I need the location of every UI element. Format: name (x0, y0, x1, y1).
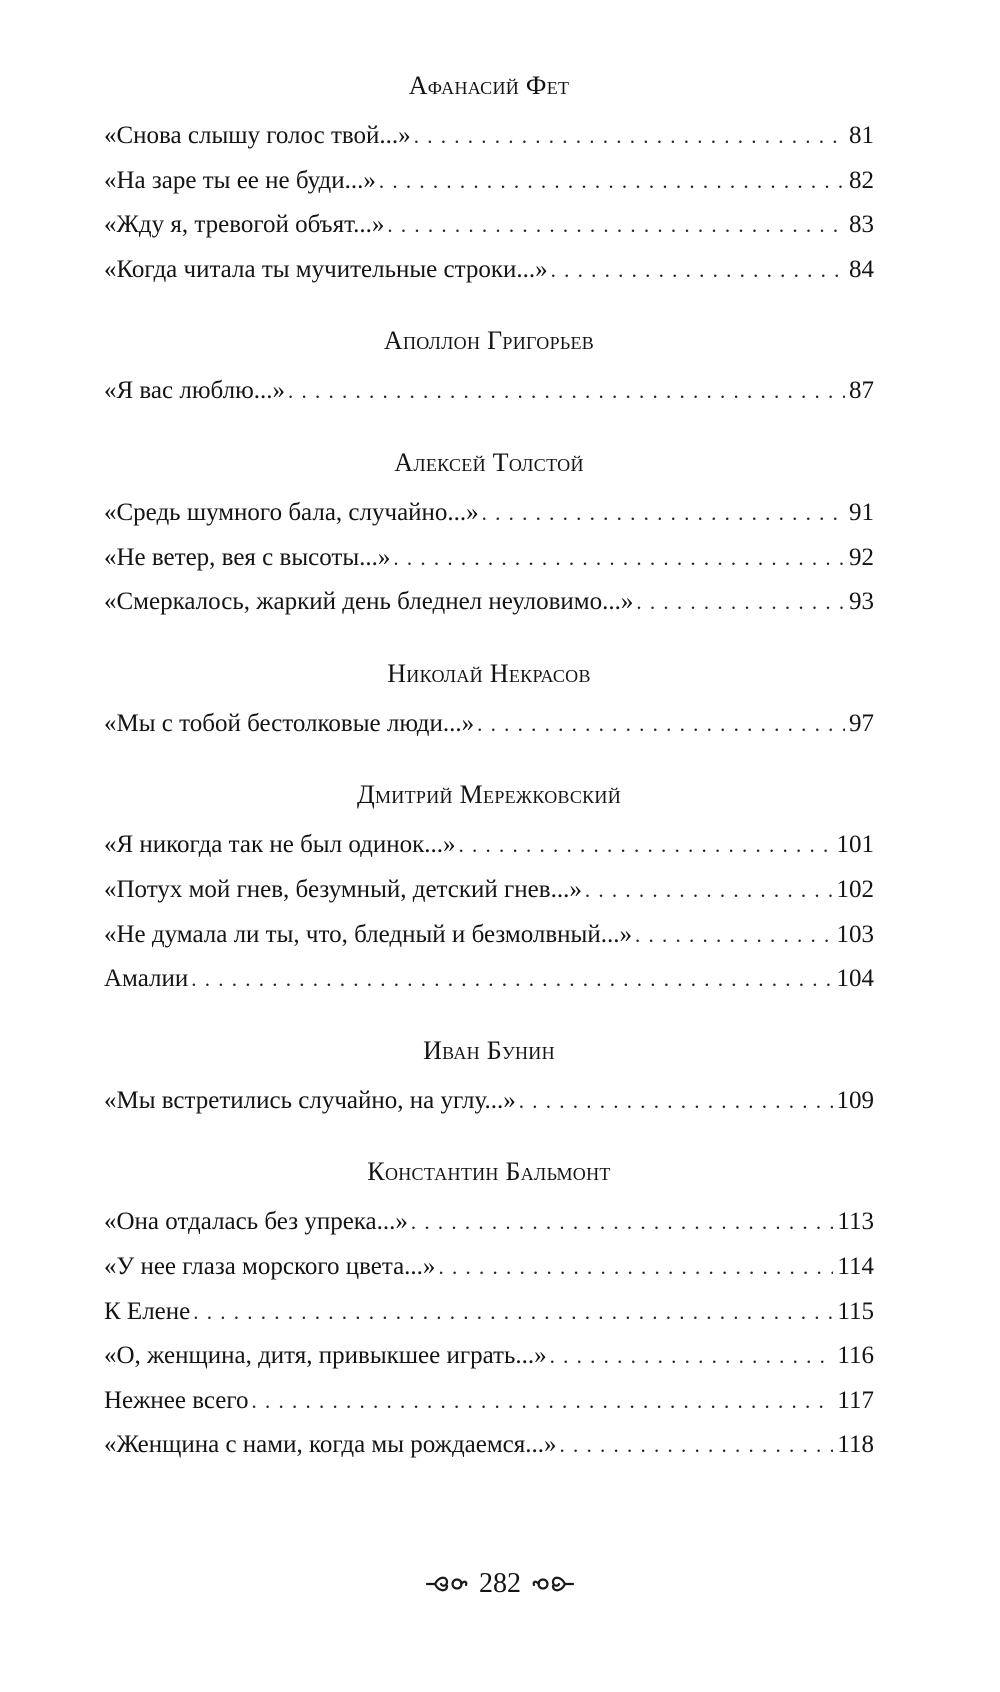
dot-leader (482, 491, 845, 536)
author-heading: Алексей Толстой (394, 447, 584, 477)
toc-entry (104, 957, 874, 1002)
author-heading: Константин Бальмонт (367, 1157, 611, 1187)
entry-page-number: 83 (849, 211, 874, 239)
dot-leader (519, 1079, 833, 1124)
toc-entry (104, 1200, 874, 1245)
dot-leader (550, 1334, 834, 1379)
toc-entry (104, 823, 874, 868)
entry-page-number: 113 (837, 1208, 874, 1236)
toc-entry (104, 159, 874, 204)
entry-page-number: 84 (849, 255, 874, 283)
toc-section (104, 656, 874, 747)
toc-section (104, 1154, 874, 1468)
entry-title: «У нее глаза морского цвета...» (104, 1252, 436, 1280)
entry-page-number: 87 (849, 377, 874, 405)
left-ornament-icon (423, 1572, 469, 1596)
entry-page-number: 104 (836, 965, 874, 993)
toc-entry (104, 1079, 874, 1124)
dot-leader (585, 868, 833, 913)
entry-title: «На заре ты ее не буди...» (104, 166, 376, 194)
entry-page-number: 101 (836, 831, 874, 859)
entry-page-number: 115 (837, 1297, 874, 1325)
right-ornament-icon (531, 1572, 577, 1596)
toc-section (104, 1033, 874, 1124)
toc-entry (104, 1290, 874, 1335)
toc-entry (104, 203, 874, 248)
toc-entry (104, 369, 874, 414)
toc-entry (104, 248, 874, 293)
entry-page-number: 97 (849, 709, 874, 737)
author-heading: Афанасий Фет (408, 71, 570, 100)
toc-entry (104, 868, 874, 913)
dot-leader (411, 1200, 834, 1245)
dot-leader (458, 823, 832, 868)
entry-page-number: 102 (836, 875, 874, 903)
dot-leader (252, 1379, 834, 1424)
dot-leader (636, 580, 845, 625)
entry-title: «Снова слышу голос твой...» (104, 122, 411, 149)
entry-title: «Мы встретились случайно, на углу...» (104, 1086, 516, 1114)
page-number: 282 (479, 1568, 521, 1599)
entry-title: Амалии (104, 965, 189, 993)
entry-title: «Смеркалось, жаркий день бледнел неуловимо...» (104, 588, 634, 616)
toc-entry (104, 114, 874, 159)
entry-page-number: 103 (836, 920, 874, 948)
entry-title: «Я вас люблю...» (104, 377, 285, 405)
entry-title: «Я никогда так не был одинок...» (104, 831, 456, 859)
entry-page-number: 92 (849, 543, 874, 571)
entry-title: «Она отдалась без упрека...» (104, 1208, 408, 1236)
entry-page-number: 82 (849, 166, 874, 194)
entry-page-number: 114 (837, 1252, 874, 1280)
toc-section (104, 777, 874, 1001)
author-heading: Дмитрий Мережковский (356, 780, 622, 810)
toc-entry (104, 1423, 874, 1468)
dot-leader (379, 159, 845, 204)
entry-page-number: 118 (837, 1431, 874, 1459)
toc-section (104, 323, 874, 414)
author-heading: Иван Бунин (423, 1035, 555, 1065)
toc-entry (104, 913, 874, 958)
toc-section (104, 445, 874, 625)
toc-entry (104, 536, 874, 581)
entry-title: К Елене (104, 1297, 191, 1325)
dot-leader (560, 1423, 834, 1468)
entry-page-number: 93 (849, 588, 874, 616)
toc-entry (104, 1334, 874, 1379)
toc-section (104, 68, 874, 292)
entry-title: «Потух мой гнев, безумный, детский гнев...» (104, 875, 582, 903)
toc-entry (104, 1379, 874, 1424)
dot-leader (191, 957, 832, 1002)
dot-leader (387, 203, 845, 248)
entry-title: «Мы с тобой бестолковые люди...» (104, 709, 475, 737)
toc-entry (104, 702, 874, 747)
toc-entry (104, 580, 874, 625)
author-heading: Аполлон Григорьев (383, 326, 595, 356)
page-footer (0, 1568, 1000, 1600)
table-of-contents (104, 68, 874, 1499)
dot-leader (438, 1245, 833, 1290)
entry-title: «Женщина с нами, когда мы рождаемся...» (104, 1431, 557, 1459)
entry-title: Нежнее всего (104, 1386, 249, 1414)
toc-entry (104, 1245, 874, 1290)
entry-page-number: 109 (836, 1086, 874, 1114)
entry-title: «Средь шумного бала, случайно...» (104, 498, 479, 526)
dot-leader (414, 114, 845, 159)
dot-leader (635, 913, 833, 958)
dot-leader (551, 248, 845, 293)
entry-page-number: 91 (849, 498, 874, 526)
entry-page-number: 117 (837, 1386, 874, 1414)
entry-title: «Когда читала ты мучительные строки...» (104, 255, 548, 283)
entry-title: «Не думала ли ты, что, бледный и безмолвный...» (104, 920, 632, 948)
toc-entry (104, 491, 874, 536)
entry-page-number: 116 (837, 1342, 874, 1370)
entry-title: «Не ветер, вея с высоты...» (104, 543, 391, 571)
entry-title: «Жду я, тревогой объят...» (104, 211, 385, 239)
dot-leader (477, 702, 845, 747)
dot-leader (193, 1290, 833, 1335)
author-heading: Николай Некрасов (387, 658, 591, 688)
dot-leader (393, 536, 845, 581)
dot-leader (288, 369, 845, 414)
entry-page-number: 81 (849, 122, 874, 149)
entry-title: «О, женщина, дитя, привыкшее играть...» (104, 1342, 547, 1370)
